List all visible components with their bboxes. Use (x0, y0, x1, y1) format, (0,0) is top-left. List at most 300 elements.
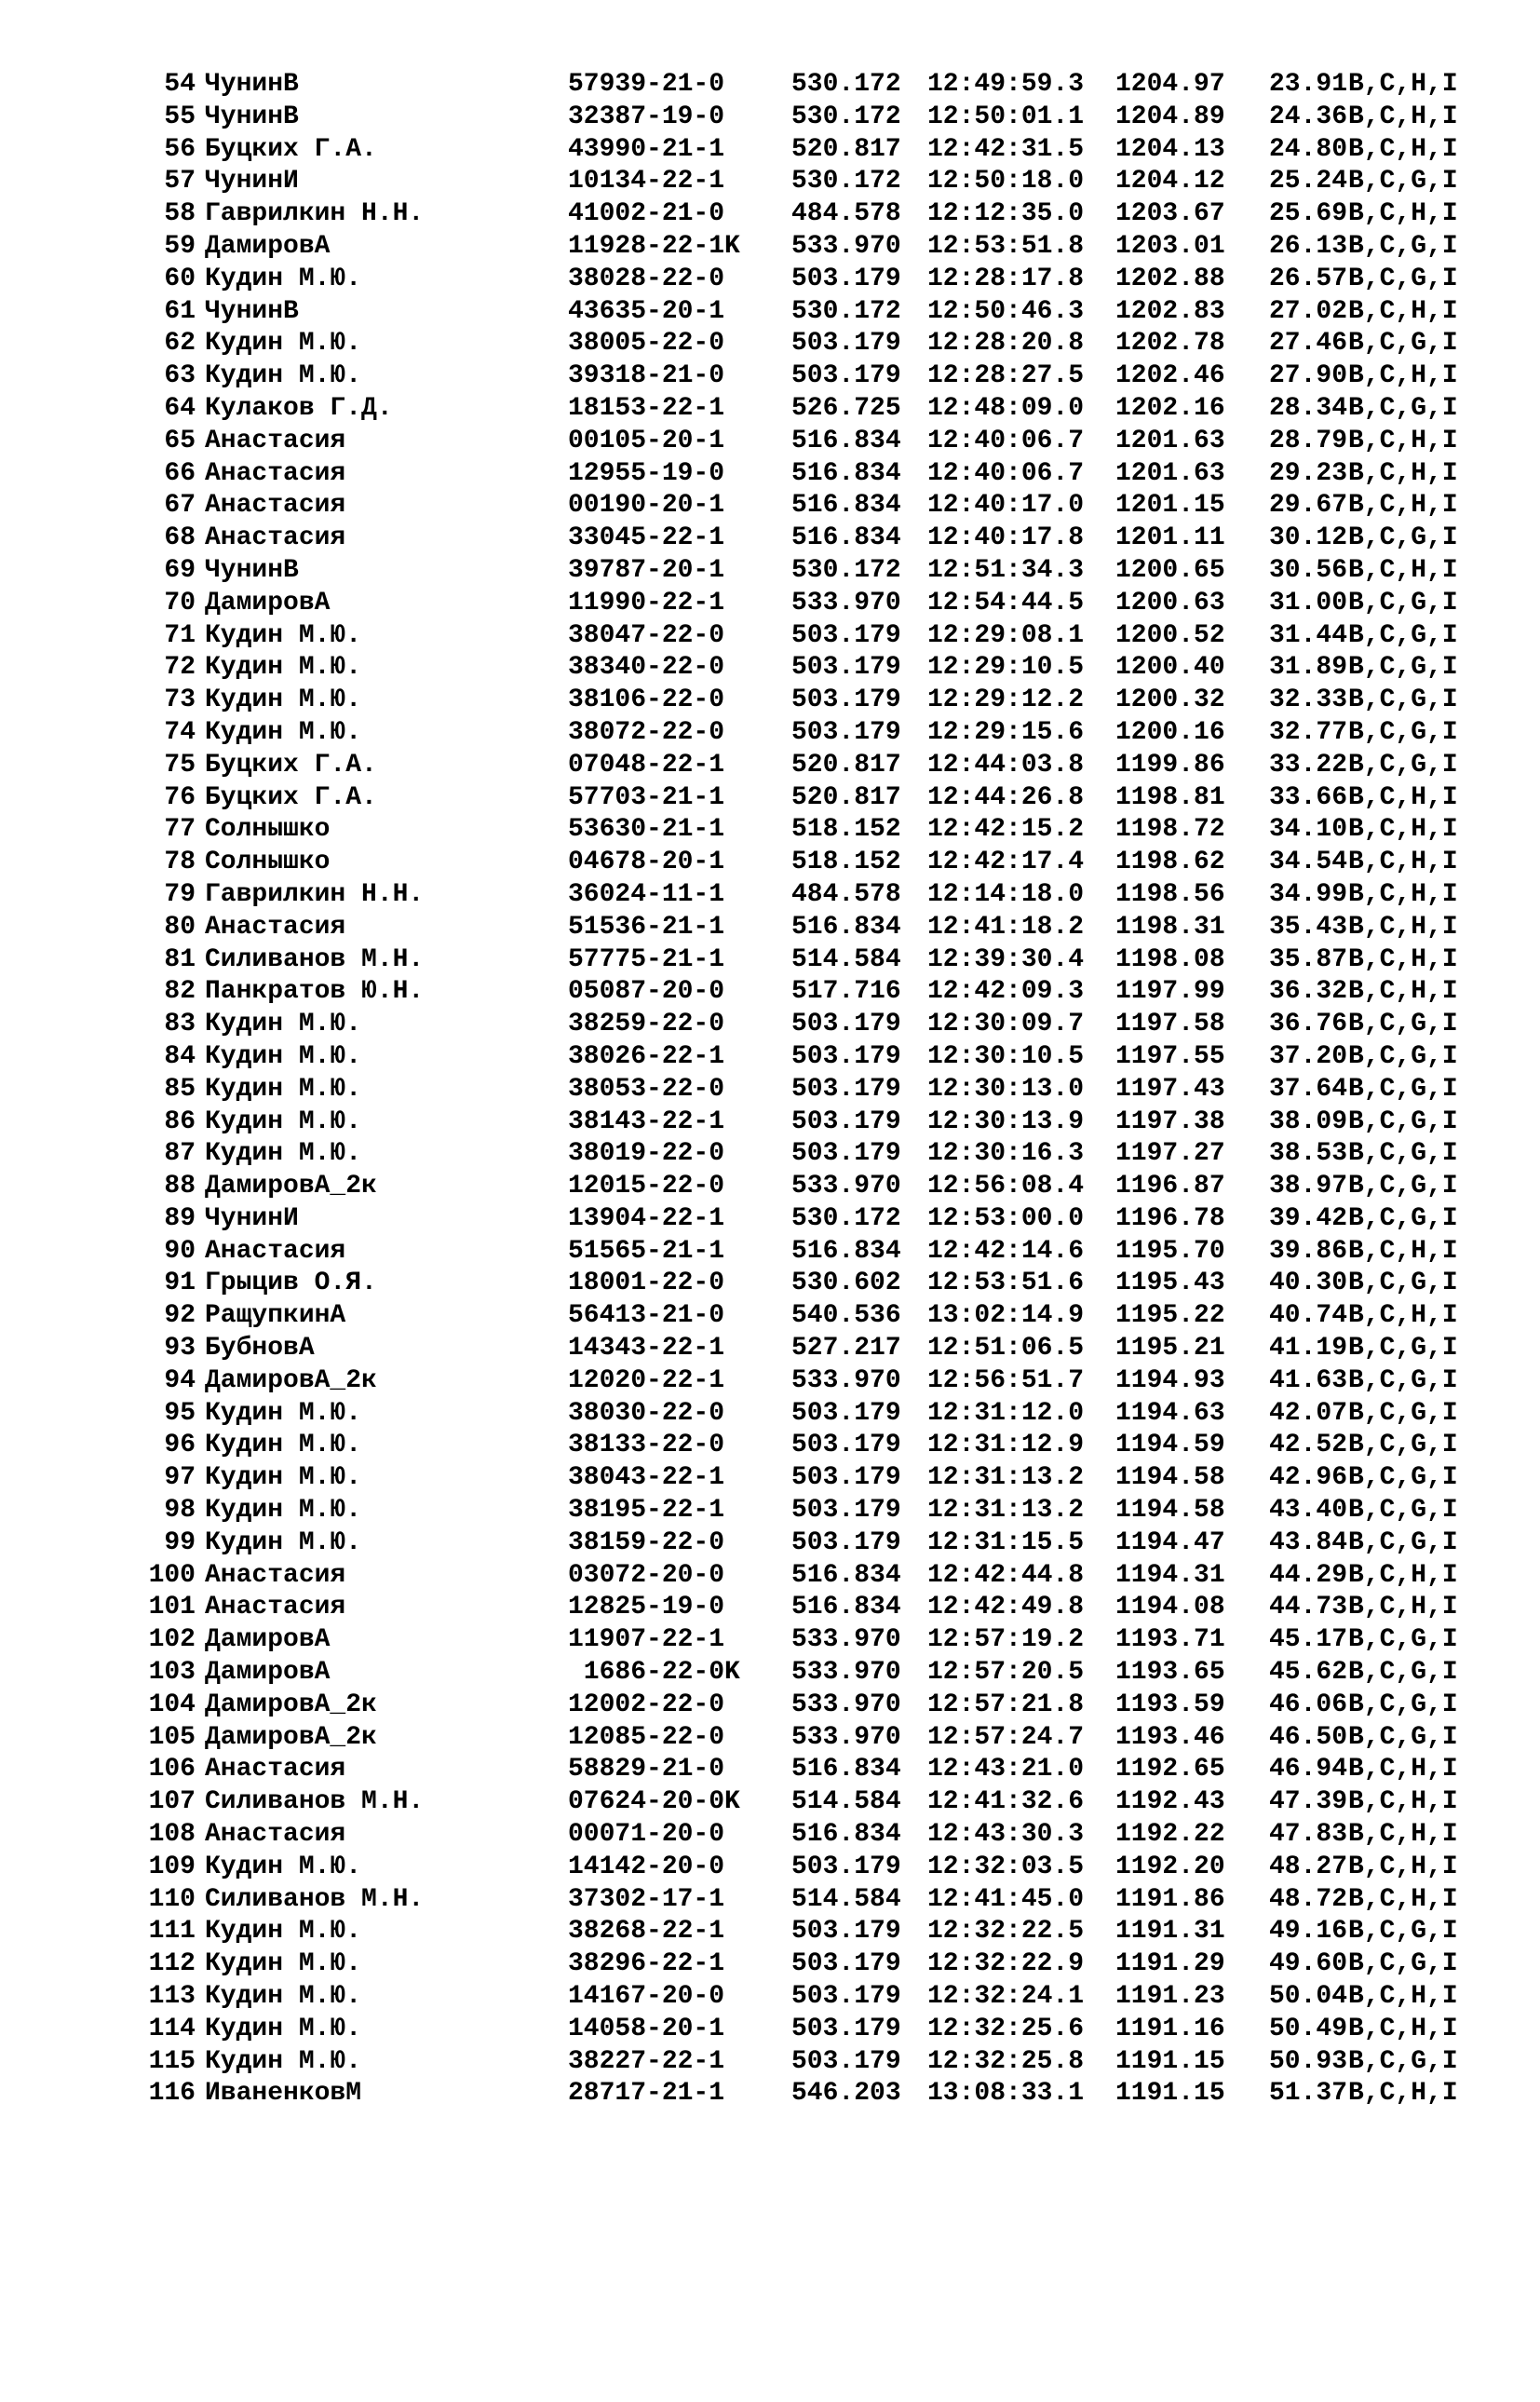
speed: 1204.12 (1115, 167, 1225, 197)
ring-number: 11990-22-1 (568, 588, 725, 617)
distance: 533.970 (791, 231, 901, 261)
speed: 1203.67 (1115, 199, 1225, 229)
percent: 31.44 (1269, 620, 1348, 650)
arrival-time: 12:30:16.3 (927, 1139, 1085, 1169)
flags: B,C,G,I (1348, 1496, 1458, 1526)
flags: B,C,H,I (1348, 1301, 1458, 1331)
arrival-time: 12:40:17.8 (927, 523, 1085, 553)
speed: 1201.63 (1115, 426, 1225, 455)
flags: B,C,G,I (1348, 1917, 1458, 1947)
speed: 1200.65 (1115, 555, 1225, 585)
place-number: 66 (164, 458, 196, 488)
place-number: 62 (164, 329, 196, 359)
table-row (130, 458, 1508, 491)
fancier-name: Анастасия (205, 426, 346, 455)
speed: 1197.99 (1115, 977, 1225, 1007)
ring-number: 53630-21-1 (568, 815, 725, 845)
percent: 42.96 (1269, 1463, 1348, 1493)
place-number: 87 (164, 1139, 196, 1169)
distance: 503.179 (791, 264, 901, 293)
speed: 1194.63 (1115, 1398, 1225, 1428)
arrival-time: 12:43:30.3 (927, 1820, 1085, 1850)
percent: 36.32 (1269, 977, 1348, 1007)
place-number: 64 (164, 393, 196, 423)
arrival-time: 12:43:21.0 (927, 1755, 1085, 1785)
flags: B,C,G,I (1348, 1527, 1458, 1557)
table-row (130, 1236, 1508, 1269)
fancier-name: Кудин М.Ю. (205, 1496, 362, 1526)
arrival-time: 12:56:51.7 (927, 1365, 1085, 1395)
place-number: 69 (164, 555, 196, 585)
arrival-time: 12:40:06.7 (927, 426, 1085, 455)
flags: B,C,H,I (1348, 1593, 1458, 1622)
percent: 27.02 (1269, 296, 1348, 326)
ring-number: 41002-21-0 (568, 199, 725, 229)
table-row (130, 1527, 1508, 1560)
ring-number: 39318-21-0 (568, 361, 725, 391)
flags: B,C,H,I (1348, 361, 1458, 391)
flags: B,C,H,I (1348, 1820, 1458, 1850)
distance: 503.179 (791, 1431, 901, 1460)
distance: 503.179 (791, 2014, 901, 2043)
distance: 520.817 (791, 782, 901, 812)
place-number: 72 (164, 653, 196, 683)
fancier-name: Кудин М.Ю. (205, 1527, 362, 1557)
ring-number: 11928-22-1K (568, 231, 740, 261)
percent: 50.04 (1269, 1982, 1348, 2012)
place-number: 79 (164, 879, 196, 909)
fancier-name: ДамировА (205, 1625, 331, 1655)
distance: 516.834 (791, 912, 901, 942)
ring-number: 14058-20-1 (568, 2014, 725, 2043)
arrival-time: 12:29:12.2 (927, 685, 1085, 715)
percent: 36.76 (1269, 1010, 1348, 1039)
flags: B,C,H,I (1348, 70, 1458, 99)
distance: 503.179 (791, 1852, 901, 1881)
speed: 1191.29 (1115, 1949, 1225, 1979)
distance: 503.179 (791, 653, 901, 683)
fancier-name: Силиванов М.Н. (205, 944, 425, 974)
speed: 1202.16 (1115, 393, 1225, 423)
arrival-time: 12:42:09.3 (927, 977, 1085, 1007)
speed: 1194.58 (1115, 1496, 1225, 1526)
fancier-name: Кудин М.Ю. (205, 361, 362, 391)
fancier-name: Кудин М.Ю. (205, 1949, 362, 1979)
table-row (130, 1852, 1508, 1884)
place-number: 107 (148, 1787, 196, 1817)
fancier-name: Солнышко (205, 815, 331, 845)
fancier-name: Анастасия (205, 491, 346, 521)
fancier-name: Кудин М.Ю. (205, 1074, 362, 1104)
place-number: 108 (148, 1820, 196, 1850)
distance: 540.536 (791, 1301, 901, 1331)
arrival-time: 12:29:08.1 (927, 620, 1085, 650)
speed: 1191.16 (1115, 2014, 1225, 2043)
arrival-time: 12:50:01.1 (927, 102, 1085, 131)
fancier-name: ЧунинИ (205, 1203, 299, 1233)
flags: B,C,G,I (1348, 717, 1458, 747)
percent: 48.27 (1269, 1852, 1348, 1881)
place-number: 75 (164, 750, 196, 780)
fancier-name: Кудин М.Ю. (205, 264, 362, 293)
distance: 503.179 (791, 2046, 901, 2076)
speed: 1193.59 (1115, 1690, 1225, 1719)
distance: 503.179 (791, 717, 901, 747)
fancier-name: ЧунинВ (205, 102, 299, 131)
flags: B,C,G,I (1348, 1365, 1458, 1395)
speed: 1192.65 (1115, 1755, 1225, 1785)
percent: 26.13 (1269, 231, 1348, 261)
distance: 503.179 (791, 1527, 901, 1557)
ring-number: 38259-22-0 (568, 1010, 725, 1039)
arrival-time: 12:32:22.9 (927, 1949, 1085, 1979)
percent: 44.73 (1269, 1593, 1348, 1622)
fancier-name: БубновА (205, 1334, 315, 1364)
flags: B,C,H,I (1348, 1787, 1458, 1817)
place-number: 56 (164, 134, 196, 164)
table-row (130, 1916, 1508, 1948)
distance: 503.179 (791, 1949, 901, 1979)
distance: 484.578 (791, 879, 901, 909)
ring-number: 38296-22-1 (568, 1949, 725, 1979)
flags: B,C,H,I (1348, 1982, 1458, 2012)
speed: 1197.43 (1115, 1074, 1225, 1104)
place-number: 88 (164, 1172, 196, 1201)
arrival-time: 12:30:13.9 (927, 1106, 1085, 1136)
percent: 25.69 (1269, 199, 1348, 229)
table-row (130, 198, 1508, 231)
flags: B,C,H,I (1348, 458, 1458, 488)
ring-number: 10134-22-1 (568, 167, 725, 197)
distance: 527.217 (791, 1334, 901, 1364)
ring-number: 38019-22-0 (568, 1139, 725, 1169)
ring-number: 38053-22-0 (568, 1074, 725, 1104)
ring-number: 38005-22-0 (568, 329, 725, 359)
percent: 37.64 (1269, 1074, 1348, 1104)
table-row (130, 944, 1508, 977)
place-number: 114 (148, 2014, 196, 2043)
percent: 51.37 (1269, 2079, 1348, 2109)
ring-number: 1686-22-0K (568, 1658, 740, 1688)
table-row (130, 879, 1508, 912)
fancier-name: Кудин М.Ю. (205, 620, 362, 650)
arrival-time: 12:31:13.2 (927, 1496, 1085, 1526)
table-row (130, 1592, 1508, 1624)
table-row (130, 1138, 1508, 1171)
arrival-time: 12:44:03.8 (927, 750, 1085, 780)
ring-number: 38072-22-0 (568, 717, 725, 747)
speed: 1198.31 (1115, 912, 1225, 942)
arrival-time: 12:41:32.6 (927, 1787, 1085, 1817)
table-row (130, 1722, 1508, 1755)
distance: 516.834 (791, 1236, 901, 1266)
speed: 1198.56 (1115, 879, 1225, 909)
table-row (130, 1333, 1508, 1365)
ring-number: 00071-20-0 (568, 1820, 725, 1850)
ring-number: 38106-22-0 (568, 685, 725, 715)
place-number: 76 (164, 782, 196, 812)
speed: 1203.01 (1115, 231, 1225, 261)
fancier-name: Солнышко (205, 848, 331, 877)
table-row (130, 1948, 1508, 1981)
distance: 503.179 (791, 1074, 901, 1104)
percent: 42.07 (1269, 1398, 1348, 1428)
place-number: 61 (164, 296, 196, 326)
speed: 1200.16 (1115, 717, 1225, 747)
fancier-name: Кудин М.Ю. (205, 1917, 362, 1947)
ring-number: 39787-20-1 (568, 555, 725, 585)
percent: 50.93 (1269, 2046, 1348, 2076)
speed: 1204.89 (1115, 102, 1225, 131)
fancier-name: ДамировА (205, 231, 331, 261)
distance: 514.584 (791, 1787, 901, 1817)
speed: 1192.20 (1115, 1852, 1225, 1881)
flags: B,C,H,I (1348, 944, 1458, 974)
ring-number: 38195-22-1 (568, 1496, 725, 1526)
fancier-name: РащупкинА (205, 1301, 346, 1331)
fancier-name: ДамировА_2к (205, 1365, 377, 1395)
place-number: 59 (164, 231, 196, 261)
speed: 1195.22 (1115, 1301, 1225, 1331)
place-number: 54 (164, 70, 196, 99)
speed: 1195.21 (1115, 1334, 1225, 1364)
table-row (130, 976, 1508, 1009)
arrival-time: 12:56:08.4 (927, 1172, 1085, 1201)
arrival-time: 12:31:12.9 (927, 1431, 1085, 1460)
arrival-time: 12:53:51.6 (927, 1269, 1085, 1298)
fancier-name: ДамировА_2к (205, 1722, 377, 1752)
percent: 30.12 (1269, 523, 1348, 553)
flags: B,C,G,I (1348, 1463, 1458, 1493)
flags: B,C,G,I (1348, 1139, 1458, 1169)
ring-number: 12002-22-0 (568, 1690, 725, 1719)
ring-number: 12825-19-0 (568, 1593, 725, 1622)
table-row (130, 490, 1508, 522)
speed: 1191.15 (1115, 2079, 1225, 2109)
flags: B,C,G,I (1348, 1722, 1458, 1752)
place-number: 74 (164, 717, 196, 747)
percent: 29.67 (1269, 491, 1348, 521)
ring-number: 07048-22-1 (568, 750, 725, 780)
distance: 516.834 (791, 458, 901, 488)
ring-number: 56413-21-0 (568, 1301, 725, 1331)
percent: 45.62 (1269, 1658, 1348, 1688)
table-row (130, 1171, 1508, 1203)
ring-number: 12085-22-0 (568, 1722, 725, 1752)
flags: B,C,G,I (1348, 620, 1458, 650)
percent: 43.40 (1269, 1496, 1348, 1526)
fancier-name: ДамировА_2к (205, 1172, 377, 1201)
place-number: 55 (164, 102, 196, 131)
arrival-time: 12:44:26.8 (927, 782, 1085, 812)
flags: B,C,H,I (1348, 199, 1458, 229)
arrival-time: 13:02:14.9 (927, 1301, 1085, 1331)
speed: 1192.22 (1115, 1820, 1225, 1850)
ring-number: 38143-22-1 (568, 1106, 725, 1136)
percent: 25.24 (1269, 167, 1348, 197)
flags: B,C,G,I (1348, 1431, 1458, 1460)
distance: 533.970 (791, 1722, 901, 1752)
fancier-name: Анастасия (205, 523, 346, 553)
ring-number: 57775-21-1 (568, 944, 725, 974)
flags: B,C,H,I (1348, 848, 1458, 877)
fancier-name: Грыцив О.Я. (205, 1269, 377, 1298)
arrival-time: 12:57:20.5 (927, 1658, 1085, 1688)
place-number: 65 (164, 426, 196, 455)
ring-number: 00190-20-1 (568, 491, 725, 521)
ring-number: 57939-21-0 (568, 70, 725, 99)
percent: 29.23 (1269, 458, 1348, 488)
fancier-name: ДамировА (205, 588, 331, 617)
ring-number: 38268-22-1 (568, 1917, 725, 1947)
ring-number: 38340-22-0 (568, 653, 725, 683)
ring-number: 38030-22-0 (568, 1398, 725, 1428)
fancier-name: Кудин М.Ю. (205, 329, 362, 359)
place-number: 90 (164, 1236, 196, 1266)
speed: 1201.11 (1115, 523, 1225, 553)
arrival-time: 12:32:22.5 (927, 1917, 1085, 1947)
place-number: 102 (148, 1625, 196, 1655)
place-number: 97 (164, 1463, 196, 1493)
distance: 546.203 (791, 2079, 901, 2109)
percent: 33.66 (1269, 782, 1348, 812)
arrival-time: 12:32:25.8 (927, 2046, 1085, 2076)
place-number: 93 (164, 1334, 196, 1364)
percent: 31.00 (1269, 588, 1348, 617)
table-row (130, 426, 1508, 458)
distance: 516.834 (791, 1560, 901, 1590)
percent: 39.42 (1269, 1203, 1348, 1233)
fancier-name: ЧунинВ (205, 70, 299, 99)
percent: 35.87 (1269, 944, 1348, 974)
table-row (130, 750, 1508, 782)
fancier-name: ДамировА (205, 1658, 331, 1688)
speed: 1196.87 (1115, 1172, 1225, 1201)
speed: 1191.31 (1115, 1917, 1225, 1947)
flags: B,C,H,I (1348, 134, 1458, 164)
fancier-name: Буцких Г.А. (205, 750, 377, 780)
distance: 503.179 (791, 1917, 901, 1947)
fancier-name: Кудин М.Ю. (205, 653, 362, 683)
flags: B,C,H,I (1348, 296, 1458, 326)
percent: 41.19 (1269, 1334, 1348, 1364)
fancier-name: Анастасия (205, 1236, 346, 1266)
percent: 40.30 (1269, 1269, 1348, 1298)
fancier-name: Кудин М.Ю. (205, 1463, 362, 1493)
ring-number: 38026-22-1 (568, 1041, 725, 1071)
ring-number: 13904-22-1 (568, 1203, 725, 1233)
distance: 503.179 (791, 1139, 901, 1169)
percent: 47.39 (1269, 1787, 1348, 1817)
distance: 503.179 (791, 1496, 901, 1526)
table-row (130, 1074, 1508, 1106)
table-row (130, 1462, 1508, 1495)
ring-number: 12955-19-0 (568, 458, 725, 488)
ring-number: 51565-21-1 (568, 1236, 725, 1266)
speed: 1194.58 (1115, 1463, 1225, 1493)
flags: B,C,G,I (1348, 1269, 1458, 1298)
fancier-name: Буцких Г.А. (205, 782, 377, 812)
table-row (130, 1657, 1508, 1690)
speed: 1201.15 (1115, 491, 1225, 521)
fancier-name: Кудин М.Ю. (205, 1852, 362, 1881)
arrival-time: 12:41:45.0 (927, 1884, 1085, 1914)
place-number: 92 (164, 1301, 196, 1331)
arrival-time: 12:28:20.8 (927, 329, 1085, 359)
speed: 1195.43 (1115, 1269, 1225, 1298)
place-number: 110 (148, 1884, 196, 1914)
arrival-time: 12:28:27.5 (927, 361, 1085, 391)
fancier-name: Анастасия (205, 1755, 346, 1785)
distance: 503.179 (791, 1041, 901, 1071)
place-number: 104 (148, 1690, 196, 1719)
distance: 516.834 (791, 1755, 901, 1785)
ring-number: 11907-22-1 (568, 1625, 725, 1655)
fancier-name: ЧунинИ (205, 167, 299, 197)
flags: B,C,H,I (1348, 426, 1458, 455)
fancier-name: Кулаков Г.Д. (205, 393, 393, 423)
place-number: 115 (148, 2046, 196, 2076)
percent: 35.43 (1269, 912, 1348, 942)
fancier-name: Кудин М.Ю. (205, 717, 362, 747)
table-row (130, 166, 1508, 198)
ring-number: 14343-22-1 (568, 1334, 725, 1364)
ring-number: 03072-20-0 (568, 1560, 725, 1590)
table-row (130, 1203, 1508, 1236)
percent: 46.06 (1269, 1690, 1348, 1719)
flags: B,C,G,I (1348, 1949, 1458, 1979)
flags: B,C,G,I (1348, 1625, 1458, 1655)
table-row (130, 1560, 1508, 1593)
flags: B,C,G,I (1348, 588, 1458, 617)
speed: 1198.62 (1115, 848, 1225, 877)
percent: 34.54 (1269, 848, 1348, 877)
table-row (130, 102, 1508, 134)
speed: 1197.58 (1115, 1010, 1225, 1039)
place-number: 113 (148, 1982, 196, 2012)
percent: 32.77 (1269, 717, 1348, 747)
distance: 533.970 (791, 1172, 901, 1201)
fancier-name: Кудин М.Ю. (205, 2046, 362, 2076)
place-number: 84 (164, 1041, 196, 1071)
distance: 533.970 (791, 588, 901, 617)
table-row (130, 847, 1508, 879)
table-row (130, 1495, 1508, 1527)
speed: 1197.38 (1115, 1106, 1225, 1136)
flags: B,C,H,I (1348, 782, 1458, 812)
place-number: 101 (148, 1593, 196, 1622)
arrival-time: 12:32:25.6 (927, 2014, 1085, 2043)
arrival-time: 12:57:19.2 (927, 1625, 1085, 1655)
arrival-time: 12:50:46.3 (927, 296, 1085, 326)
percent: 28.79 (1269, 426, 1348, 455)
percent: 44.29 (1269, 1560, 1348, 1590)
flags: B,C,H,I (1348, 815, 1458, 845)
percent: 28.34 (1269, 393, 1348, 423)
distance: 516.834 (791, 1820, 901, 1850)
flags: B,C,H,I (1348, 102, 1458, 131)
flags: B,C,H,I (1348, 977, 1458, 1007)
distance: 530.172 (791, 102, 901, 131)
place-number: 63 (164, 361, 196, 391)
place-number: 103 (148, 1658, 196, 1688)
place-number: 78 (164, 848, 196, 877)
distance: 530.602 (791, 1269, 901, 1298)
percent: 32.33 (1269, 685, 1348, 715)
speed: 1200.63 (1115, 588, 1225, 617)
percent: 38.09 (1269, 1106, 1348, 1136)
percent: 23.91 (1269, 70, 1348, 99)
